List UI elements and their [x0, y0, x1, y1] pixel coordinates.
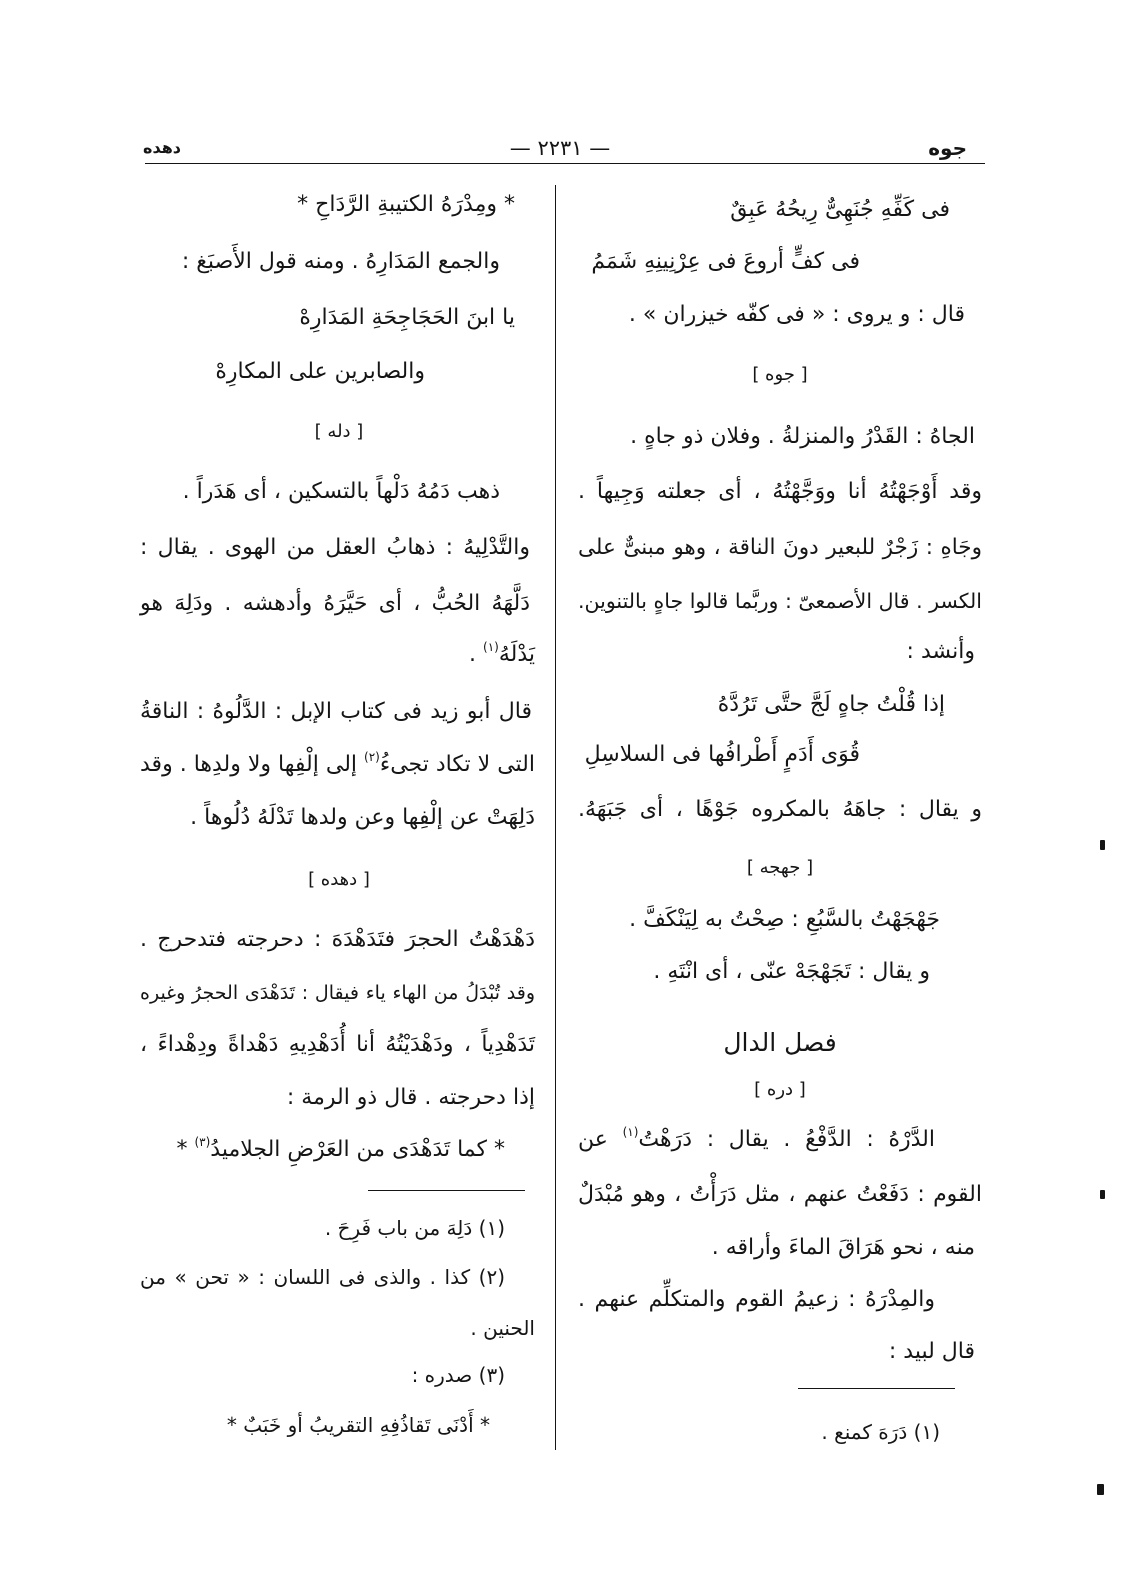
- text-line: جَهْجَهْتُ بالسَّبُعِ : صِحْتُ به لِيَنْكَفَّ .: [629, 907, 940, 932]
- text-line: والجمع المَدَارِهُ . ومنه قول الأَصبَغ :: [181, 249, 500, 274]
- text-segment: * كما تَدَهْدَى من العَرْضِ الجلاميدُ: [210, 1137, 505, 1162]
- verse-line: [140, 1130, 538, 1170]
- text-segment: إلى إلْفِها ولا ولدِها . وقد: [140, 752, 365, 777]
- text-line: تَدَهْدِياً ، ودَهْدَيْتُهُ أنا أُدَهْدِيهِ دَهْداةً ودِهْداءً ،: [140, 1032, 535, 1057]
- text-segment: الدَّرْهُ : الدَّفْعُ . يقال : دَرَهْتُ: [638, 1127, 935, 1152]
- text-line: وأنشد :: [906, 639, 975, 664]
- text-line: الكسر . قال الأصمعىّ : وربَّما قالوا جاهٍ بالتنوين.: [578, 589, 982, 613]
- footnote-line: الحنين .: [470, 1316, 535, 1340]
- text-line: وجَاهِ : زَجْرٌ للبعير دونَ الناقة ، وهو مبنىٌّ على: [578, 535, 982, 560]
- section-heading: فصل الدال: [723, 1028, 837, 1057]
- verse-line: فى كفٍّ أروعَ فى عِرْنِينِهِ شَمَمُ: [591, 249, 860, 274]
- column-divider: [555, 185, 556, 1450]
- text-line: القوم : دَفَعْتُ عنهم ، مثل دَرَأْتُ ، وهو مُبْدَلٌ: [578, 1182, 982, 1207]
- text-line: منه ، نحو هَرَاقَ الماءَ وأراقه .: [711, 1235, 975, 1260]
- footnote-ref: (١): [483, 640, 499, 654]
- text-line: [578, 1120, 982, 1160]
- entry-heading: [ جوه ]: [752, 364, 808, 385]
- verse-line: قُوَى أَدَمٍ أَطْرافُها فى السلاسِلِ: [584, 742, 860, 767]
- text-line: و يقال : جاهَهُ بالمكروه جَوْهًا ، أى جَبَهَهُ.: [578, 797, 982, 822]
- scan-mark: [1100, 1190, 1105, 1199]
- text-line: والتَّدْلِيهُ : ذهابُ العقل من الهوى . يقال :: [140, 535, 530, 560]
- footnote-line: (٢) كذا . والذى فى اللسان : « تحن » من: [140, 1265, 505, 1289]
- text-line: الجاهُ : القَدْرُ والمنزلةُ . وفلان ذو جاهٍ .: [630, 424, 975, 449]
- scan-mark: [1097, 1484, 1104, 1495]
- text-line: ذهب دَمُهُ دَلْهاً بالتسكين ، أى هَدَراً .: [182, 479, 500, 504]
- verse-line: والصابرين على المكارِهْ: [215, 359, 425, 384]
- text-line: [140, 635, 538, 675]
- footnote-line: * أَدْنَى تَقاذُفِهِ التقريبُ أو خَبَبٌ *: [226, 1413, 490, 1437]
- text-segment: عن: [578, 1127, 623, 1152]
- text-line: والمِدْرَهُ : زعيمُ القوم والمتكلِّم عنهم .: [578, 1287, 935, 1312]
- verse-line: يا ابنَ الحَجَاجِحَةِ المَدَارِهْ: [299, 305, 515, 330]
- scan-mark: [1100, 840, 1105, 850]
- entry-heading: [ دره ]: [754, 1079, 806, 1100]
- text-line: [140, 745, 538, 785]
- right-column: [578, 0, 982, 1596]
- left-column: [140, 0, 538, 1596]
- footnote-ref: (١): [622, 1125, 639, 1139]
- entry-heading: [ جهجه ]: [746, 857, 814, 878]
- text-line: و يقال : تَجَهْجَهْ عنّى ، أى انْتَهِ .: [653, 959, 930, 984]
- header-right-word: جوه: [928, 136, 967, 160]
- text-line: إذا دحرجته . قال ذو الرمة :: [286, 1085, 535, 1110]
- header-left-word: دهده: [143, 138, 181, 157]
- entry-heading: [ دله ]: [314, 421, 364, 442]
- text-segment: يَدْلَهُ: [498, 642, 535, 667]
- text-segment: *: [176, 1137, 195, 1162]
- verse-line: * ومِدْرَهُ الكتيبةِ الرَّدَاحِ *: [297, 192, 515, 217]
- footnote-ref: (٢): [364, 750, 380, 764]
- footnote-ref: (٣): [194, 1135, 211, 1149]
- footnote-line: (٣) صدره :: [411, 1363, 505, 1387]
- text-line: دَلِهَتْ عن إلْفِها وعن ولدها تَدْلَهُ دُلُوهاً .: [190, 805, 535, 830]
- text-segment: التى لا تكاد تجىءُ: [379, 752, 535, 777]
- text-segment: .: [469, 642, 483, 667]
- text-line: وقد أَوْجَهْتُهُ أنا ووَجَّهْتُهُ ، أى جعلته وَجِيهاً .: [578, 479, 982, 504]
- text-line: قال أبو زيد فى كتاب الإبل : الدَّلُوهُ : الناقةُ: [140, 699, 532, 724]
- text-line: دَهْدَهْتُ الحجرَ فتَدَهْدَهَ : دحرجته فتدحرج .: [140, 927, 535, 952]
- page-number: — ٢٢٣١ —: [509, 136, 611, 160]
- text-line: وقد تُبْدَلُ من الهاء ياء فيقال : تَدَهْدَى الحجرُ وغيره: [140, 982, 535, 1004]
- footnote-line: (١) دَرَهَ كمنع .: [821, 1420, 940, 1444]
- verse-line: إذا قُلْتُ جاهٍ لَجَّ حتَّى تَرُدَّهُ: [717, 692, 945, 717]
- text-line: قال لبيد :: [888, 1339, 975, 1364]
- text-line: قال : و يروى : « فى كفّه خيزران » .: [628, 302, 965, 327]
- footnote-line: (١) دَلِهَ من باب فَرِحَ .: [324, 1216, 505, 1240]
- verse-line: فى كَفِّهِ جُنَهِىٌّ رِيحُهُ عَبِقٌ: [730, 197, 950, 222]
- entry-heading: [ دهده ]: [308, 869, 370, 890]
- text-line: دَلَّهَهُ الحُبُّ ، أى حَيَّرَهُ وأدهشه . ودَلِهَ هو: [140, 591, 530, 616]
